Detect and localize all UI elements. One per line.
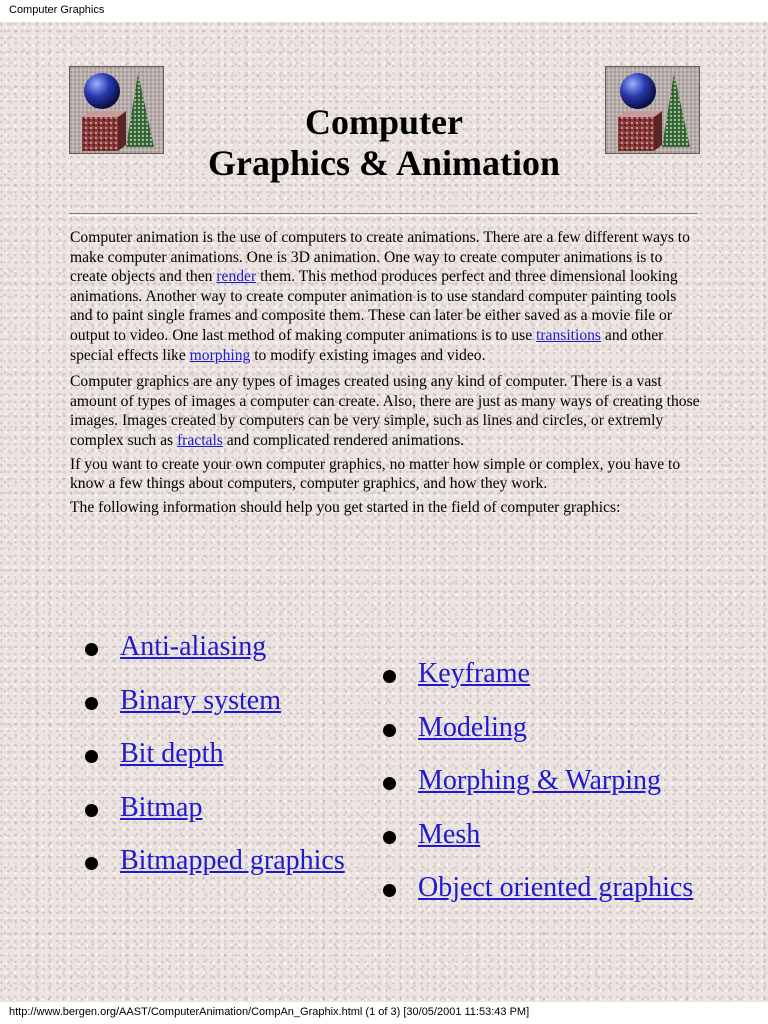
list-item: [383, 817, 703, 852]
title-line-1: Computer: [305, 102, 463, 142]
paragraph-intro: [70, 228, 702, 365]
morphing-link[interactable]: morphing: [189, 346, 251, 364]
list-item: [383, 763, 703, 798]
bullet-icon: [383, 724, 396, 737]
bullet-icon: [85, 857, 98, 870]
bullet-icon: [85, 804, 98, 817]
transitions-link[interactable]: transitions: [536, 326, 601, 344]
topic-link-object-oriented-graphics[interactable]: Object oriented graphics: [418, 872, 694, 903]
list-item: [85, 683, 345, 718]
topic-link-keyframe[interactable]: Keyframe: [418, 658, 530, 689]
horizontal-rule: [69, 213, 698, 216]
list-item: [383, 710, 703, 745]
topic-list-right: [383, 656, 703, 924]
bullet-icon: [383, 670, 396, 683]
paragraph-create-own: If you want to create your own computer graphics, no matter how simple or complex, you have to know a few things about computers, computer graphics, and how they work.: [70, 455, 681, 493]
body-text: [70, 228, 702, 524]
list-item: [85, 843, 345, 878]
title-line-2: Graphics & Animation: [207, 143, 561, 183]
bullet-icon: [85, 697, 98, 710]
topic-link-binary-system[interactable]: Binary system: [120, 684, 281, 716]
page-content: [0, 22, 768, 1002]
topic-link-bit-depth[interactable]: Bit depth: [120, 738, 224, 769]
bullet-icon: [383, 777, 396, 790]
logo-right-sphere-cube-cone-icon: [605, 66, 700, 154]
paragraph-text: them. This method produces perfect and three dimensional looking animations. Another way to create computer animation is to use standard computer painting tools and to paint single frames and composite them. These can later be either saved as a movie file or output to video. One last method of making computer animations is to use: [70, 268, 678, 344]
list-item: [383, 870, 703, 905]
topic-list-left: [85, 629, 345, 897]
topic-link-bitmap[interactable]: Bitmap: [120, 791, 203, 823]
paragraph-following: The following information should help you get started in the field of computer graphics:: [70, 498, 621, 516]
paragraph-text: and complicated rendered animations.: [222, 431, 465, 449]
topic-link-bitmapped-graphics[interactable]: Bitmapped graphics: [120, 845, 345, 876]
topic-link-anti-aliasing[interactable]: Anti-aliasing: [120, 631, 267, 662]
print-footer: http://www.bergen.org/AAST/ComputerAnimation/CompAn_Graphix.html (1 of 3) [30/05/2001 11:53:43 PM]: [0, 1002, 768, 1024]
topic-link-morphing-warping[interactable]: Morphing & Warping: [418, 765, 661, 796]
topic-link-mesh[interactable]: Mesh: [418, 818, 481, 850]
paragraph-text: to modify existing images and video.: [250, 346, 486, 364]
topic-link-modeling[interactable]: Modeling: [418, 711, 527, 743]
list-item: [85, 736, 345, 771]
bullet-icon: [383, 831, 396, 844]
paragraph-text: and other special effects like: [70, 326, 664, 364]
list-item: [85, 790, 345, 825]
bullet-icon: [85, 750, 98, 763]
bullet-icon: [85, 643, 98, 656]
list-item: [85, 629, 345, 664]
fractals-link[interactable]: fractals: [176, 431, 223, 449]
bullet-icon: [383, 884, 396, 897]
page-title: [150, 102, 618, 184]
paragraph-text: Computer animation is the use of computers to create animations. There are a few different ways to make computer animations. One is 3D animation. One way to create computer animations is to create objects and then: [70, 229, 690, 286]
render-link[interactable]: render: [216, 268, 257, 286]
print-header: Computer Graphics: [0, 0, 768, 22]
paragraph-text: Computer graphics are any types of images created using any kind of computer. There is a vast amount of types of images a computer can create. Also, there are just as many ways of creating those images. Images created by computers can be very simple, such as lines and circles, or extremly complex such as: [70, 373, 700, 449]
list-item: [383, 656, 703, 691]
paragraph-graphics: [70, 372, 702, 450]
